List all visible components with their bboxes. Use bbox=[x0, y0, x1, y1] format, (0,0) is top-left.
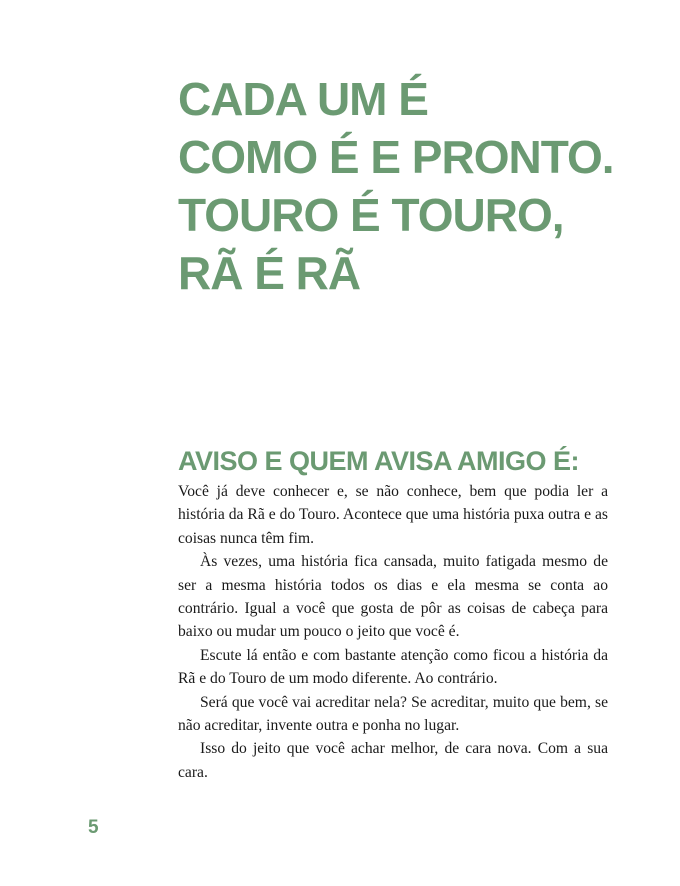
paragraph: Isso do jeito que você achar melhor, de cara nova. Com a sua cara. bbox=[178, 740, 608, 781]
page-title bbox=[178, 70, 614, 302]
title-line: RÃ É RÃ bbox=[178, 247, 361, 299]
page-number: 5 bbox=[88, 817, 99, 838]
paragraph: Escute lá então e com bastante atenção como ficou a história da Rã e do Touro de um modo diferente. Ao contrário. bbox=[178, 646, 608, 688]
paragraph: Às vezes, uma história fica cansada, muito fatigada mesmo de ser a mesma história todos os dias e ela mesma se conta ao contrário. Igual a você que gosta de pôr as coisas de cabeça para baixo ou mudar um pouco o jeito que você é. bbox=[178, 553, 608, 641]
paragraph: Você já deve conhecer e, se não conhece, bem que podia ler a história da Rã e do Touro. Acontece que uma história puxa outra e as coisas nunca têm fim. bbox=[178, 483, 608, 547]
body-text bbox=[178, 480, 608, 784]
title-line: CADA UM É bbox=[178, 73, 428, 125]
title-line: COMO É E PRONTO. bbox=[178, 131, 614, 183]
title-line: TOURO É TOURO, bbox=[178, 189, 564, 241]
paragraph: Será que você vai acreditar nela? Se acreditar, muito que bem, se não acreditar, invente outra e ponha no lugar. bbox=[178, 693, 608, 735]
section-heading: AVISO E QUEM AVISA AMIGO É: bbox=[178, 446, 580, 476]
